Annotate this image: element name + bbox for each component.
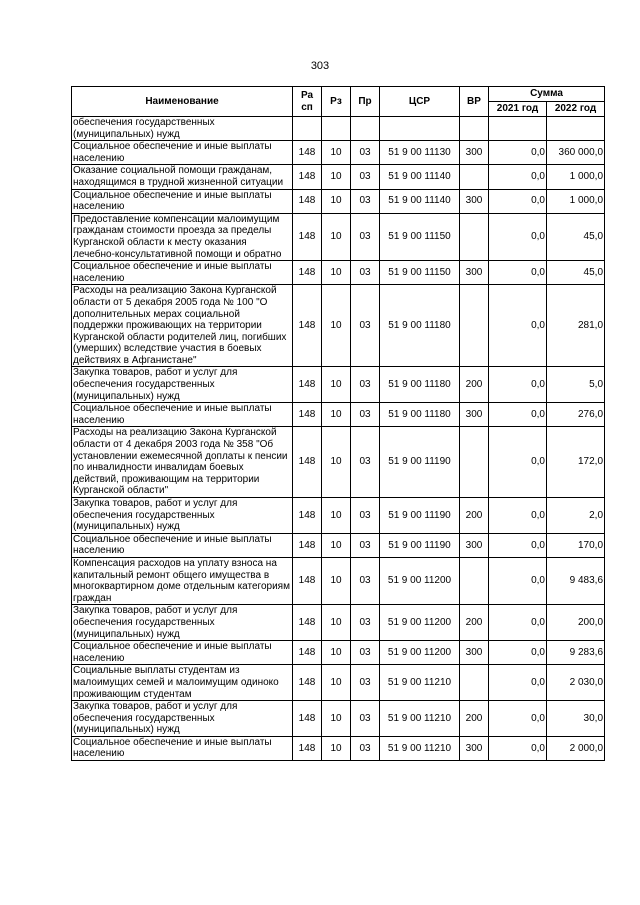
cell-pr: 03 bbox=[351, 641, 380, 665]
cell-2021: 0,0 bbox=[489, 403, 547, 427]
table-row bbox=[72, 605, 605, 641]
cell-csr: 51 9 00 11140 bbox=[380, 165, 460, 189]
cell-name: Расходы на реализацию Закона Курганской области от 5 декабря 2005 года № 100 "О дополнительных мерах социальной поддержки проживающих на территории Курганской области родителей лиц, погибших (умерших) вследствие участия в боевых действиях в Афганистане" bbox=[72, 285, 293, 367]
cell-pr: 03 bbox=[351, 403, 380, 427]
cell-rasp: 148 bbox=[293, 189, 322, 213]
table-row bbox=[72, 557, 605, 604]
cell-name: Закупка товаров, работ и услуг для обеспечения государственных (муниципальных) нужд bbox=[72, 367, 293, 403]
cell-2021: 0,0 bbox=[489, 533, 547, 557]
cell-name: Социальное обеспечение и иные выплаты населению bbox=[72, 641, 293, 665]
cell-csr: 51 9 00 11180 bbox=[380, 367, 460, 403]
cell-csr: 51 9 00 11190 bbox=[380, 498, 460, 534]
cell-vr: 300 bbox=[460, 189, 489, 213]
cell-name: Закупка товаров, работ и услуг для обеспечения государственных (муниципальных) нужд bbox=[72, 605, 293, 641]
cell-pr: 03 bbox=[351, 498, 380, 534]
cell-vr bbox=[460, 117, 489, 141]
cell-2021: 0,0 bbox=[489, 498, 547, 534]
cell-vr: 300 bbox=[460, 641, 489, 665]
header-csr: ЦСР bbox=[380, 87, 460, 117]
cell-name: Расходы на реализацию Закона Курганской области от 4 декабря 2003 года № 358 "Об установлении ежемесячной доплаты к пенсии по инвалидности инвалидам боевых действий, проживающим на территории Курганской области" bbox=[72, 427, 293, 498]
cell-2021: 0,0 bbox=[489, 165, 547, 189]
cell-vr: 300 bbox=[460, 141, 489, 165]
budget-table bbox=[71, 86, 605, 761]
cell-rasp: 148 bbox=[293, 498, 322, 534]
cell-pr: 03 bbox=[351, 427, 380, 498]
table-row bbox=[72, 641, 605, 665]
cell-rz: 10 bbox=[322, 427, 351, 498]
header-name: Наименование bbox=[72, 87, 293, 117]
table-row bbox=[72, 427, 605, 498]
cell-2022: 2 030,0 bbox=[547, 665, 605, 701]
cell-rz: 10 bbox=[322, 141, 351, 165]
cell-rz: 10 bbox=[322, 605, 351, 641]
cell-rz: 10 bbox=[322, 533, 351, 557]
header-sum: Сумма bbox=[489, 87, 605, 102]
table-row bbox=[72, 165, 605, 189]
cell-2022: 172,0 bbox=[547, 427, 605, 498]
cell-csr: 51 9 00 11200 bbox=[380, 641, 460, 665]
cell-csr: 51 9 00 11130 bbox=[380, 141, 460, 165]
cell-2022: 2,0 bbox=[547, 498, 605, 534]
cell-2021: 0,0 bbox=[489, 736, 547, 760]
cell-name: Социальное обеспечение и иные выплаты населению bbox=[72, 736, 293, 760]
cell-rasp: 148 bbox=[293, 165, 322, 189]
cell-2021: 0,0 bbox=[489, 557, 547, 604]
cell-rasp: 148 bbox=[293, 557, 322, 604]
cell-rz: 10 bbox=[322, 736, 351, 760]
cell-2021: 0,0 bbox=[489, 141, 547, 165]
table-row bbox=[72, 261, 605, 285]
cell-name: Социальное обеспечение и иные выплаты населению bbox=[72, 189, 293, 213]
cell-2021: 0,0 bbox=[489, 427, 547, 498]
cell-2021: 0,0 bbox=[489, 665, 547, 701]
cell-rasp: 148 bbox=[293, 403, 322, 427]
cell-pr: 03 bbox=[351, 213, 380, 260]
cell-2021: 0,0 bbox=[489, 605, 547, 641]
cell-pr: 03 bbox=[351, 141, 380, 165]
cell-2021: 0,0 bbox=[489, 641, 547, 665]
cell-2022: 1 000,0 bbox=[547, 189, 605, 213]
cell-pr: 03 bbox=[351, 285, 380, 367]
cell-2022: 5,0 bbox=[547, 367, 605, 403]
table-row bbox=[72, 213, 605, 260]
cell-vr: 300 bbox=[460, 403, 489, 427]
cell-name: Предоставление компенсации малоимущим гражданам стоимости проезда за пределы Курганской области к месту оказания лечебно-консультативной помощи и обратно bbox=[72, 213, 293, 260]
cell-pr: 03 bbox=[351, 261, 380, 285]
cell-csr: 51 9 00 11150 bbox=[380, 261, 460, 285]
header-vr: ВР bbox=[460, 87, 489, 117]
cell-2021: 0,0 bbox=[489, 285, 547, 367]
table-row bbox=[72, 117, 605, 141]
cell-name: Закупка товаров, работ и услуг для обеспечения государственных (муниципальных) нужд bbox=[72, 701, 293, 737]
table-row bbox=[72, 285, 605, 367]
cell-vr bbox=[460, 665, 489, 701]
cell-csr: 51 9 00 11180 bbox=[380, 285, 460, 367]
cell-csr: 51 9 00 11210 bbox=[380, 736, 460, 760]
cell-rz: 10 bbox=[322, 665, 351, 701]
table-row bbox=[72, 736, 605, 760]
cell-pr: 03 bbox=[351, 189, 380, 213]
cell-2022: 281,0 bbox=[547, 285, 605, 367]
cell-rasp bbox=[293, 117, 322, 141]
cell-vr: 200 bbox=[460, 701, 489, 737]
table-row bbox=[72, 403, 605, 427]
cell-pr: 03 bbox=[351, 557, 380, 604]
cell-vr: 300 bbox=[460, 261, 489, 285]
cell-pr: 03 bbox=[351, 533, 380, 557]
cell-name: Закупка товаров, работ и услуг для обеспечения государственных (муниципальных) нужд bbox=[72, 498, 293, 534]
cell-rasp: 148 bbox=[293, 367, 322, 403]
header-rz: Рз bbox=[322, 87, 351, 117]
cell-rasp: 148 bbox=[293, 665, 322, 701]
cell-2022: 200,0 bbox=[547, 605, 605, 641]
cell-vr bbox=[460, 165, 489, 189]
cell-rasp: 148 bbox=[293, 427, 322, 498]
cell-2022: 360 000,0 bbox=[547, 141, 605, 165]
cell-vr bbox=[460, 285, 489, 367]
cell-pr: 03 bbox=[351, 701, 380, 737]
cell-csr bbox=[380, 117, 460, 141]
cell-csr: 51 9 00 11140 bbox=[380, 189, 460, 213]
cell-name: Социальные выплаты студентам из малоимущих семей и малоимущим одиноко проживающим студентам bbox=[72, 665, 293, 701]
cell-vr: 300 bbox=[460, 533, 489, 557]
cell-vr: 300 bbox=[460, 736, 489, 760]
cell-name: обеспечения государственных (муниципальных) нужд bbox=[72, 117, 293, 141]
cell-name: Социальное обеспечение и иные выплаты населению bbox=[72, 141, 293, 165]
cell-pr: 03 bbox=[351, 605, 380, 641]
cell-rz: 10 bbox=[322, 367, 351, 403]
header-year-2021: 2021 год bbox=[489, 102, 547, 117]
cell-csr: 51 9 00 11190 bbox=[380, 533, 460, 557]
cell-rasp: 148 bbox=[293, 701, 322, 737]
cell-csr: 51 9 00 11190 bbox=[380, 427, 460, 498]
cell-2022: 45,0 bbox=[547, 213, 605, 260]
table-row bbox=[72, 533, 605, 557]
table-row bbox=[72, 701, 605, 737]
cell-rz: 10 bbox=[322, 701, 351, 737]
cell-pr bbox=[351, 117, 380, 141]
table-body bbox=[72, 117, 605, 761]
cell-2022: 1 000,0 bbox=[547, 165, 605, 189]
header-pr: Пр bbox=[351, 87, 380, 117]
cell-pr: 03 bbox=[351, 736, 380, 760]
cell-rz: 10 bbox=[322, 498, 351, 534]
cell-2022: 9 483,6 bbox=[547, 557, 605, 604]
cell-2022 bbox=[547, 117, 605, 141]
cell-rasp: 148 bbox=[293, 213, 322, 260]
cell-2021: 0,0 bbox=[489, 213, 547, 260]
cell-rz: 10 bbox=[322, 261, 351, 285]
cell-vr bbox=[460, 427, 489, 498]
header-rasp: Ра сп bbox=[293, 87, 322, 117]
cell-2021: 0,0 bbox=[489, 189, 547, 213]
cell-2022: 276,0 bbox=[547, 403, 605, 427]
cell-2021 bbox=[489, 117, 547, 141]
cell-csr: 51 9 00 11210 bbox=[380, 665, 460, 701]
cell-rasp: 148 bbox=[293, 533, 322, 557]
cell-2021: 0,0 bbox=[489, 261, 547, 285]
cell-rz: 10 bbox=[322, 189, 351, 213]
cell-rasp: 148 bbox=[293, 736, 322, 760]
cell-pr: 03 bbox=[351, 367, 380, 403]
table-row bbox=[72, 498, 605, 534]
cell-rz: 10 bbox=[322, 213, 351, 260]
cell-csr: 51 9 00 11200 bbox=[380, 557, 460, 604]
cell-pr: 03 bbox=[351, 165, 380, 189]
cell-vr: 200 bbox=[460, 498, 489, 534]
cell-name: Социальное обеспечение и иные выплаты населению bbox=[72, 533, 293, 557]
cell-rz bbox=[322, 117, 351, 141]
cell-name: Компенсация расходов на уплату взноса на капитальный ремонт общего имущества в многоквартирном доме отдельным категориям граждан bbox=[72, 557, 293, 604]
cell-2022: 170,0 bbox=[547, 533, 605, 557]
table-row bbox=[72, 367, 605, 403]
table-row bbox=[72, 189, 605, 213]
cell-csr: 51 9 00 11150 bbox=[380, 213, 460, 260]
cell-pr: 03 bbox=[351, 665, 380, 701]
cell-2022: 9 283,6 bbox=[547, 641, 605, 665]
cell-vr: 200 bbox=[460, 605, 489, 641]
cell-2021: 0,0 bbox=[489, 367, 547, 403]
cell-name: Оказание социальной помощи гражданам, находящимся в трудной жизненной ситуации bbox=[72, 165, 293, 189]
header-year-2022: 2022 год bbox=[547, 102, 605, 117]
page-number: 303 bbox=[310, 60, 330, 72]
table-row bbox=[72, 665, 605, 701]
table-row bbox=[72, 141, 605, 165]
cell-rasp: 148 bbox=[293, 641, 322, 665]
cell-2021: 0,0 bbox=[489, 701, 547, 737]
cell-csr: 51 9 00 11180 bbox=[380, 403, 460, 427]
cell-vr bbox=[460, 557, 489, 604]
cell-csr: 51 9 00 11200 bbox=[380, 605, 460, 641]
cell-2022: 30,0 bbox=[547, 701, 605, 737]
cell-rasp: 148 bbox=[293, 261, 322, 285]
cell-rz: 10 bbox=[322, 285, 351, 367]
cell-name: Социальное обеспечение и иные выплаты населению bbox=[72, 403, 293, 427]
cell-2022: 45,0 bbox=[547, 261, 605, 285]
cell-rz: 10 bbox=[322, 403, 351, 427]
cell-rasp: 148 bbox=[293, 605, 322, 641]
cell-rasp: 148 bbox=[293, 285, 322, 367]
cell-rz: 10 bbox=[322, 165, 351, 189]
cell-rz: 10 bbox=[322, 557, 351, 604]
cell-rasp: 148 bbox=[293, 141, 322, 165]
cell-vr bbox=[460, 213, 489, 260]
cell-vr: 200 bbox=[460, 367, 489, 403]
cell-csr: 51 9 00 11210 bbox=[380, 701, 460, 737]
cell-2022: 2 000,0 bbox=[547, 736, 605, 760]
cell-rz: 10 bbox=[322, 641, 351, 665]
cell-name: Социальное обеспечение и иные выплаты населению bbox=[72, 261, 293, 285]
